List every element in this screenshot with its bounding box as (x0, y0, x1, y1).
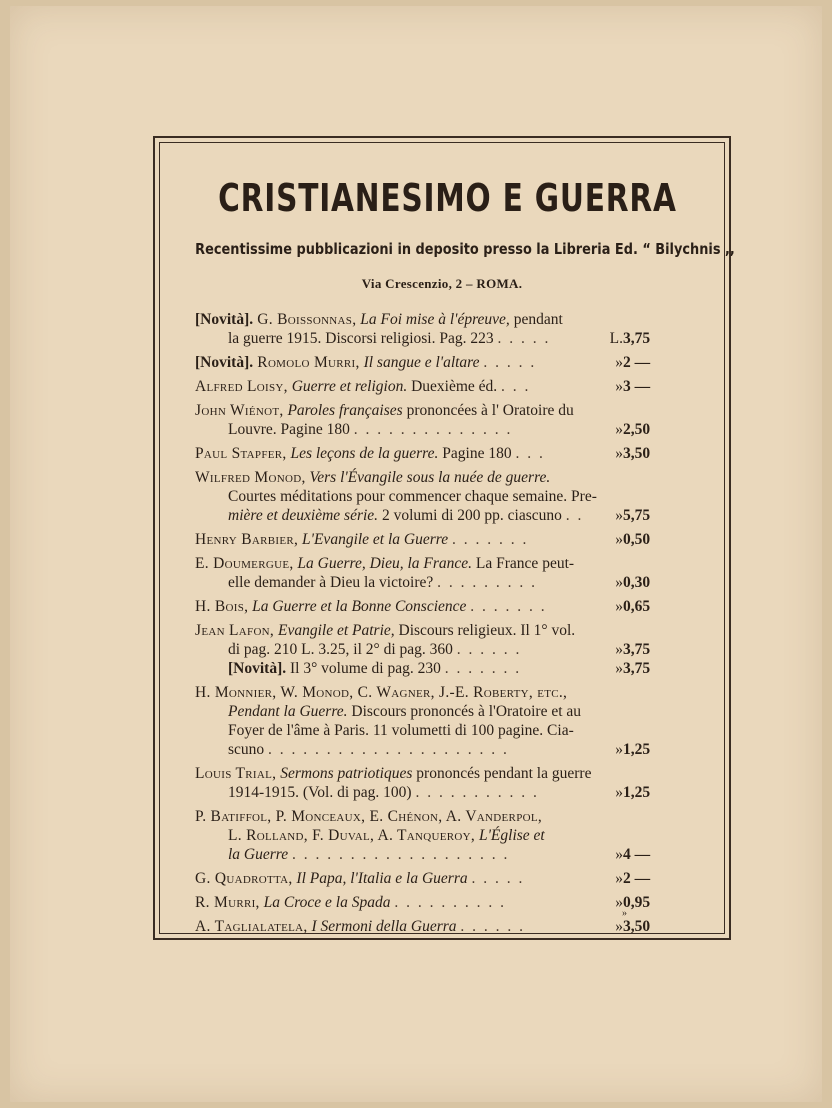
book-title: Pendant la Guerre. (228, 703, 348, 720)
leader-dots: . . . . . . (456, 641, 522, 658)
price: 3,50 (623, 445, 651, 462)
author: E. Doumergue, (195, 555, 294, 572)
price: 3,75 (623, 330, 651, 347)
list-item (195, 869, 685, 888)
leader-dots: . . . . . . . . . . (394, 894, 506, 911)
ditto-mark: » (615, 574, 623, 591)
description: prononcés pendant la guerre (412, 765, 592, 782)
leader-dots: . . . (501, 378, 531, 395)
ditto-mark: » (615, 378, 623, 395)
ditto-mark: » (615, 598, 623, 615)
description: scuno (228, 741, 265, 758)
price: 3,75 (623, 660, 651, 677)
list-item (195, 530, 685, 549)
leader-dots: . . . . . (483, 354, 537, 371)
list-item (195, 621, 685, 678)
publication-list (195, 310, 685, 941)
description: La France peut- (472, 555, 575, 572)
author: Romolo Murri, (253, 354, 360, 371)
author: H. Bois, (195, 598, 249, 615)
list-item (195, 468, 685, 525)
list-item (195, 764, 685, 802)
page-title: CRISTIANESIMO E GUERRA (218, 176, 677, 220)
list-item (195, 917, 685, 936)
price: 3,50 (623, 918, 651, 935)
ditto-mark: » (615, 918, 623, 935)
list-item (195, 893, 685, 912)
book-title: I Sermoni della Guerra (307, 918, 457, 935)
list-item (195, 444, 685, 463)
novelty-tag: [Novità]. (228, 660, 287, 677)
subtitle: Recentissime pubblicazioni in deposito presso la Libreria Ed. “ Bilychnis ,, (195, 240, 735, 258)
description: Foyer de l'âme à Paris. 11 volumetti di 100 pagine. Cia- (228, 722, 574, 739)
leader-dots: . . (565, 507, 584, 524)
leader-dots: . . . (515, 445, 545, 462)
list-item (195, 310, 685, 348)
price: 0,65 (623, 598, 651, 615)
author: G. Quadrotta, (195, 870, 293, 887)
author: H. Monnier, W. Monod, C. Wagner, J.-E. Roberty, etc., (195, 684, 568, 701)
ditto-mark: » (615, 445, 623, 462)
ditto-mark: » (615, 421, 623, 438)
author: R. Murri, (195, 894, 260, 911)
book-title: Paroles françaises (283, 402, 403, 419)
ditto-mark: » (615, 660, 623, 677)
publisher-address: Via Crescenzio, 2 – ROMA. (361, 276, 523, 291)
description: Pagine 180 (438, 445, 512, 462)
leader-dots: . . . . . . . (470, 598, 547, 615)
description: 1914-1915. (Vol. di pag. 100) (228, 784, 412, 801)
price: 3,75 (623, 641, 651, 658)
price: 0,95 (623, 894, 651, 911)
price: 4 — (623, 846, 651, 863)
description: Courtes méditations pour commencer chaque semaine. Pre- (228, 488, 597, 505)
description-italic: mière et deuxième série. (228, 507, 379, 524)
list-item (195, 597, 685, 616)
list-item (195, 377, 685, 396)
price: 1,25 (623, 784, 651, 801)
book-title: L'Église et (475, 827, 545, 844)
novelty-tag: [Novità]. (195, 311, 254, 328)
author: Louis Trial, (195, 765, 277, 782)
list-item (195, 683, 685, 759)
description: 2 volumi di 200 pp. ciascuno (378, 507, 562, 524)
author: P. Batiffol, P. Monceaux, E. Chénon, A. Vanderpol, (195, 808, 543, 825)
leader-dots: . . . . . (471, 870, 525, 887)
book-title: Evangile et Patrie, (274, 622, 395, 639)
description: prononcées à l' Oratoire du (402, 402, 574, 419)
book-title: L'Evangile et la Guerre (298, 531, 449, 548)
list-item (195, 807, 685, 864)
author: A. Taglialatela, (195, 918, 308, 935)
leader-dots: . . . . . (497, 330, 551, 347)
list-item (195, 353, 685, 372)
price: 2 — (623, 354, 651, 371)
ditto-mark: » (615, 870, 623, 887)
book-title: la Guerre (228, 846, 289, 863)
author: G. Boissonnas, (253, 311, 357, 328)
ditto-mark: » (615, 641, 623, 658)
author: Jean Lafon, (195, 622, 275, 639)
ditto-mark: » (615, 784, 623, 801)
description: Discours prononcés à l'Oratoire et au (347, 703, 582, 720)
description: di pag. 210 L. 3.25, il 2° di pag. 360 (228, 641, 453, 658)
book-title: Sermons patriotiques (276, 765, 413, 782)
book-title: La Guerre, Dieu, la France. (293, 555, 473, 572)
book-title: Il Papa, l'Italia e la Guerra (292, 870, 468, 887)
list-item (195, 401, 685, 439)
ditto-mark: » (615, 531, 623, 548)
leader-dots: . . . . . . . (452, 531, 529, 548)
page-sheet (10, 6, 822, 1102)
book-title: Guerre et religion. (287, 378, 408, 395)
description: Il 3° volume di pag. 230 (286, 660, 441, 677)
novelty-tag: [Novità]. (195, 354, 254, 371)
ditto-mark: » (615, 354, 623, 371)
ditto-mark: » (615, 507, 623, 524)
leader-dots: . . . . . . . . . . . . . . . . . . . (292, 846, 510, 863)
price: 2 — (623, 870, 651, 887)
description: Duexième éd. (407, 378, 498, 395)
leader-dots: . . . . . . . . . (437, 574, 538, 591)
description: la guerre 1915. Discorsi religiosi. Pag. 223 (228, 330, 494, 347)
book-title: La Foi mise à l'épreuve, (356, 311, 510, 328)
description: pendant (509, 311, 563, 328)
advertisement-frame (153, 136, 735, 940)
author: Henry Barbier, (195, 531, 299, 548)
leader-dots: . . . . . . . . . . . (415, 784, 539, 801)
price: 0,50 (623, 531, 651, 548)
leader-dots: . . . . . . . . . . . . . . . . . . . . . (268, 741, 509, 758)
author: Wilfred Monod, (195, 469, 306, 486)
ditto-mark: » (615, 846, 623, 863)
author: Paul Stapfer, (195, 445, 287, 462)
leader-dots: . . . . . . . (444, 660, 522, 677)
ditto-mark: » (615, 741, 623, 758)
footer-mark: » (622, 908, 627, 919)
leader-dots: . . . . . . . . . . . . . . (353, 421, 513, 438)
description: elle demander à Dieu la victoire? (228, 574, 434, 591)
price: 5,75 (623, 507, 651, 524)
book-title: La Guerre et la Bonne Conscience (248, 598, 467, 615)
author: Alfred Loisy, (195, 378, 288, 395)
book-title: Vers l'Évangile sous la nuée de guerre. (305, 469, 551, 486)
author: John Wiénot, (195, 402, 284, 419)
leader-dots: . . . . . . (460, 918, 526, 935)
price: 0,30 (623, 574, 651, 591)
book-title: Les leçons de la guerre. (286, 445, 439, 462)
currency-mark: L. (609, 330, 623, 347)
price: 1,25 (623, 741, 651, 758)
book-title: La Croce e la Spada (259, 894, 391, 911)
author: L. Rolland, F. Duval, A. Tanqueroy, (228, 827, 476, 844)
ditto-mark: » (615, 894, 623, 911)
book-title: Il sangue e l'altare (359, 354, 480, 371)
price: 2,50 (623, 421, 651, 438)
list-item (195, 554, 685, 592)
description: Discours religieux. Il 1° vol. (394, 622, 576, 639)
price: 3 — (623, 378, 651, 395)
description: Louvre. Pagine 180 (228, 421, 350, 438)
